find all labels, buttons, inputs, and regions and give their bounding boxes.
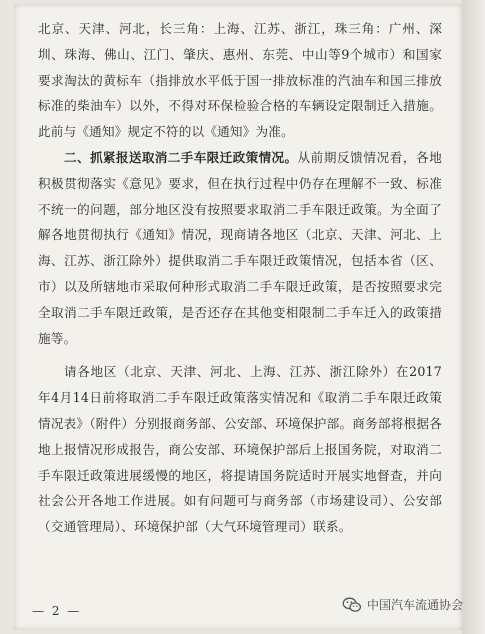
- paragraph-3: 请各地区（北京、天津、河北、上海、江苏、浙江除外）在2017年4月14日前将取消二手车限迁政策落实情况和《取消二手车限迁政策情况表》（附件）分别报商务部、公安部、环境保护部。商务部将根据各地上报情况形成报告，商公安部、环境保护部后上报国务院，对取消二手车限迁政策进展缓慢的地区，将提请国务院适时开展实地督查，并向社会公开各地工作进展。如有问题可与商务部（市场建设司）、公安部（交通管理局）、环境保护部（大气环境管理司）联系。: [38, 364, 442, 535]
- watermark-text: 中国汽车流通协会: [366, 598, 463, 612]
- document-page: [14, 4, 462, 630]
- paragraph-2-text: 从前期反馈情况看，各地积极贯彻落实《意见》要求，但在执行过程中仍存在理解不一致、标准不统一的问题，部分地区没有按照要求取消二手车限迁政策。为全面了解各地贯彻执行《通知》情况，现商请各地区（北京、天津、河北、上海、江苏、浙江除外）提供取消二手车限迁政策情况，包括本省（区、市）以及所辖地市采取何种形式取消二手车限迁政策，是否按照要求完全取消二手车限迁政策，是否还存在其他变相限制二手车迁入的政策措施等。: [38, 149, 443, 346]
- paragraph-2: [38, 145, 442, 351]
- watermark: [342, 596, 463, 613]
- document-body: [38, 16, 442, 540]
- wechat-icon: [342, 597, 362, 613]
- page-edge: [462, 0, 485, 634]
- paragraph-1: 北京、天津、河北，长三角：上海、江苏、浙江，珠三角：广州、深圳、珠海、佛山、江门、肇庆、惠州、东莞、中山等9个城市）和国家要求淘汰的黄标车（指排放水平低于国一排放标准的汽油车和国三排放标准的柴油车）以外，不得对环保检验合格的车辆设定限制迁入措施。此前与《通知》规定不符的以《通知》为准。: [38, 21, 442, 140]
- page-number: — 2 —: [32, 604, 82, 618]
- section-heading: 二、抓紧报送取消二手车限迁政策情况。: [64, 149, 298, 165]
